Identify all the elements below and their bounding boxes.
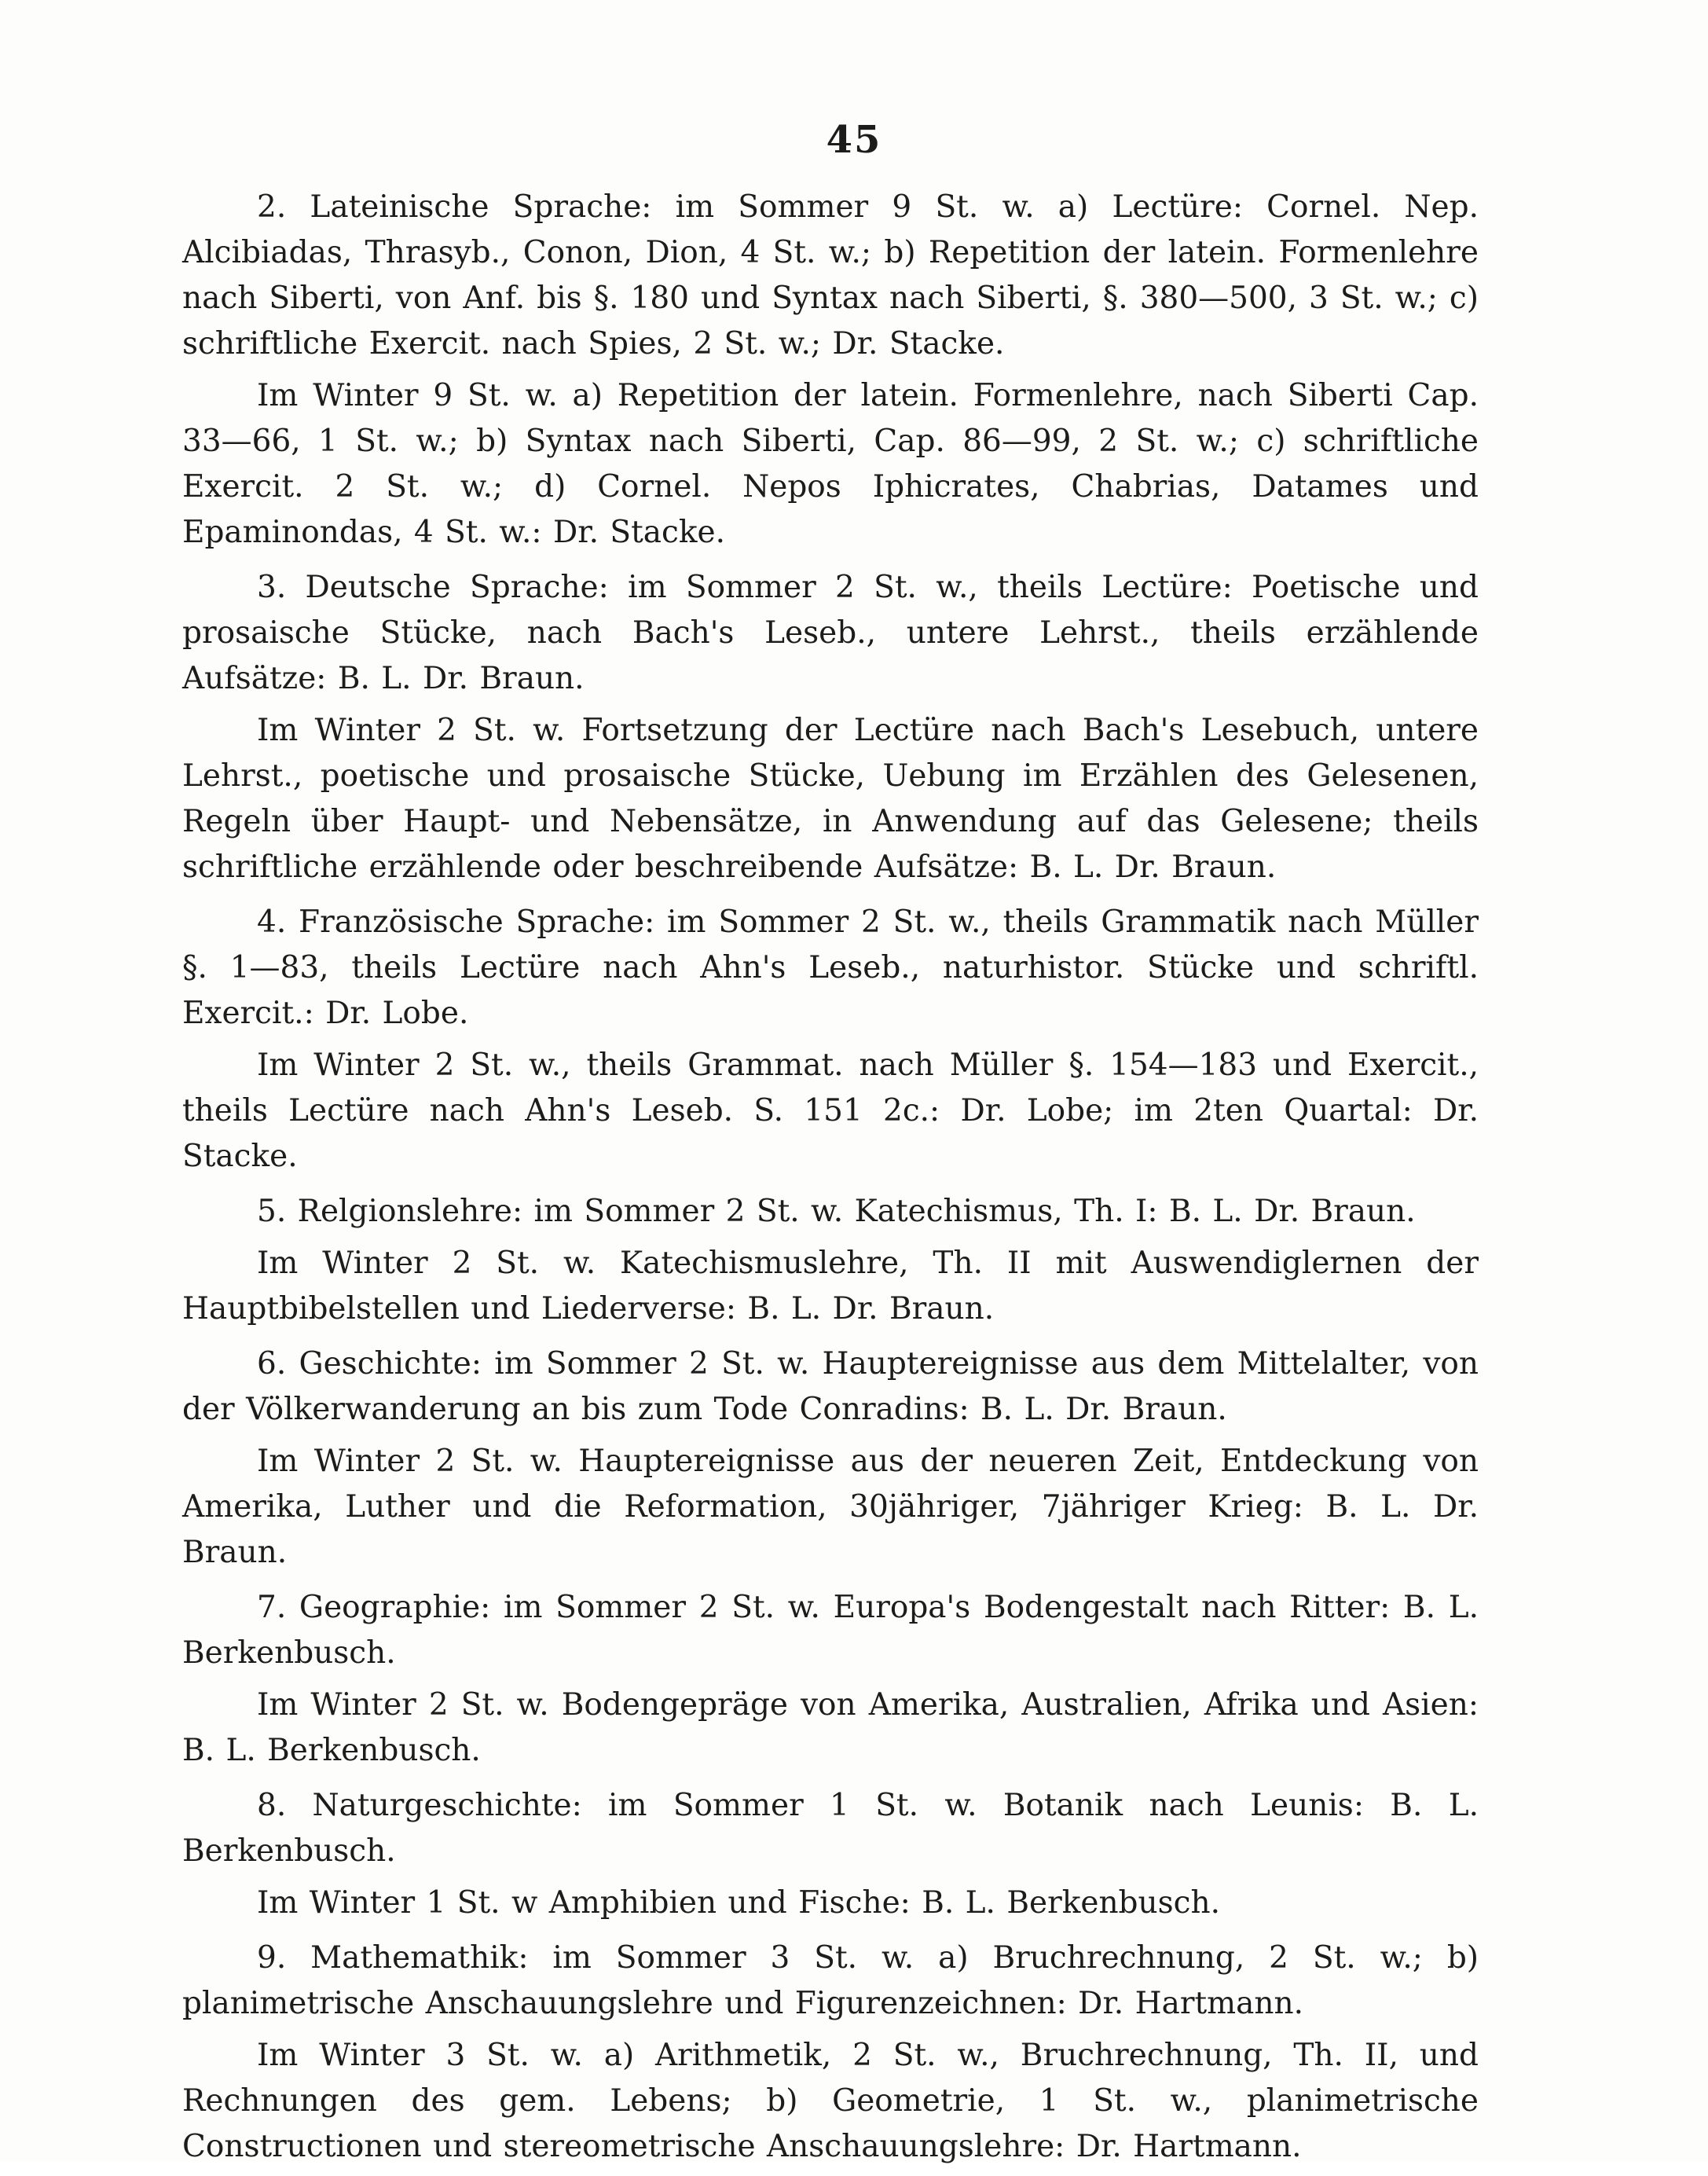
paragraph-religion-winter: Im Winter 2 St. w. Katechismuslehre, Th. II mit Auswendiglernen der Hauptbibelstellen und Liederverse: B. L. Dr. Braun. [182,1246,1479,1327]
paragraph-geography-summer: 7. Geographie: im Sommer 2 St. w. Europa's Bodengestalt nach Ritter: B. L. Berkenbusch. [182,1590,1479,1671]
paragraph-history-winter: Im Winter 2 St. w. Hauptereignisse aus der neueren Zeit, Entdeckung von Amerika, Luther und die Reformation, 30jähriger, 7jähriger Krieg: B. L. Dr. Braun. [182,1444,1479,1570]
paragraph-natural-history-summer: 8. Naturgeschichte: im Sommer 1 St. w. Botanik nach Leunis: B. L. Berkenbusch. [182,1788,1479,1869]
paragraph-mathematics-summer: 9. Mathemathik: im Sommer 3 St. w. a) Bruchrechnung, 2 St. w.; b) planimetrische Anschauungslehre und Figurenzeichnen: Dr. Hartmann. [182,1940,1479,2021]
page-number: 45 [826,118,882,162]
paragraph-german-winter: Im Winter 2 St. w. Fortsetzung der Lectüre nach Bach's Lesebuch, untere Lehrst., poetische und prosaische Stücke, Uebung im Erzählen des Gelesenen, Regeln über Haupt- und Nebensätze, in Anwendung auf das Gelesene; theils schriftliche erzählende oder beschreibende Aufsätze: B. L. Dr. Braun. [182,713,1479,885]
paragraph-geography-winter: Im Winter 2 St. w. Bodengepräge von Amerika, Australien, Afrika und Asien: B. L. Berkenbusch. [182,1687,1479,1768]
paragraph-latin-winter: Im Winter 9 St. w. a) Repetition der latein. Formenlehre, nach Siberti Cap. 33—66, 1 St. w.; b) Syntax nach Siberti, Cap. 86—99, 2 St. w.; c) schriftliche Exercit. 2 St. w.; d) Cornel. Nepos Iphicrates, Chabrias, Datames und Epaminondas, 4 St. w.: Dr. Stacke. [182,378,1479,550]
paragraph-religion-summer: 5. Relgionslehre: im Sommer 2 St. w. Katechismus, Th. I: B. L. Dr. Braun. [257,1194,1416,1229]
paragraph-natural-history-winter: Im Winter 1 St. w Amphibien und Fische: B. L. Berkenbusch. [257,1885,1221,1921]
curriculum-text [182,185,1479,2176]
paragraph-mathematics-winter: Im Winter 3 St. w. a) Arithmetik, 2 St. w., Bruchrechnung, Th. II, und Rechnungen des gem. Lebens; b) Geometrie, 1 St. w., planimetrische Constructionen und stereometrische Anschauungslehre: Dr. Hartmann. [182,2038,1479,2164]
paragraph-latin-summer: 2. Lateinische Sprache: im Sommer 9 St. w. a) Lectüre: Cornel. Nep. Alcibiadas, Thrasyb., Conon, Dion, 4 St. w.; b) Repetition der latein. Formenlehre nach Siberti, von Anf. bis §. 180 und Syntax nach Siberti, §. 380—500, 3 St. w.; c) schriftliche Exercit. nach Spies, 2 St. w.; Dr. Stacke. [182,189,1479,361]
paragraph-french-winter: Im Winter 2 St. w., theils Grammat. nach Müller §. 154—183 und Exercit., theils Lectüre nach Ahn's Leseb. S. 151 2c.: Dr. Lobe; im 2ten Quartal: Dr. Stacke. [182,1048,1479,1174]
paragraph-french-summer: 4. Französische Sprache: im Sommer 2 St. w., theils Grammatik nach Müller §. 1—83, theils Lectüre nach Ahn's Leseb., naturhistor. Stücke und schriftl. Exercit.: Dr. Lobe. [182,905,1479,1031]
paragraph-history-summer: 6. Geschichte: im Sommer 2 St. w. Hauptereignisse aus dem Mittelalter, von der Völkerwanderung an bis zum Tode Conradins: B. L. Dr. Braun. [182,1346,1479,1427]
paragraph-german-summer: 3. Deutsche Sprache: im Sommer 2 St. w., theils Lectüre: Poetische und prosaische Stücke, nach Bach's Leseb., untere Lehrst., theils erzählende Aufsätze: B. L. Dr. Braun. [182,570,1479,696]
